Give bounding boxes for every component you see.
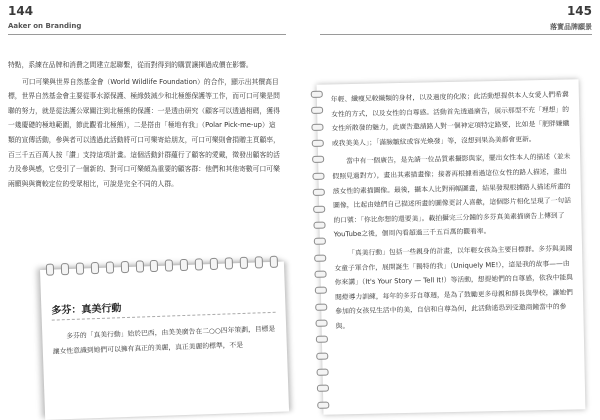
spiral-binding [46, 256, 278, 276]
spiral-note-card [40, 261, 289, 419]
running-head: Aaker on Branding [8, 22, 82, 30]
page-number: 145 [566, 4, 592, 18]
header-rule [8, 34, 286, 35]
running-head: 落實品牌願景 [550, 23, 592, 31]
paragraph: 特點，系練在品牌和消費之間建立起聯繫，從而對得到的購買讓揮過成價在影響。 [8, 61, 253, 69]
page-number: 144 [8, 4, 34, 18]
header-rule [320, 34, 592, 35]
spiral-binding [311, 91, 330, 409]
paragraph: 年輕、纖瘦兄較織類的身材，以及過度的化妝；此活動想提供本人女愛人們希冀女性的方式，以及女性的自尊感。活動首先透過廣告，展示那型不充「理想」的女性所散發的魅力，此廣告邀請路人對一個神定項特定路要，比如是「肥胖嫌纖或我美美人」；「滿臉皺紋或容光煥發」等，沒想到果為美都會更新。 [330, 90, 570, 148]
paragraph: 可口可樂與世界自然基金會（World Wildlife Foundation）的合作，顯示出其價高目標，世界自然基金會主要從事水源保護、極緣鼓減少和北極態保護等工作，而可口可樂是問聯的努力，就是從法護公眾關注到北極熊的保護：一是透由研究（顧客可以透過相碼，獲得一幾慶礎的極地範圍，節此觀看北極熊），二是搭由「極地有我」（Polar Pick-me-up）這類的宣傳活動，參與者可以透過此活動將可口可樂寄給朋友，可口可樂則會捐贈主頁顧率，百三千五百萬人按「讚」支持這項計畫。這個活動針群蘊行了顧客的愛戴，徵發出顧客的活力及參與感，它受引了一個新的、對可口可樂頗為重要的顧客群：他們和其他寄數可口可樂兩願與與寶較定位的受眾相比，可說是完全不同的人群。 [8, 77, 280, 188]
paragraph: 「真美行動」包括一些親身的計畫，以年輕女孩為主要目標群。多芬與美國女童子軍合作，展開誕生「獨特的我」（Uniquely ME!），這是我的故事——由你來講」（It's Your Story — Tell It!）等活動，想提她們的自尊感，依我中能與閱燈導力訓練，每年的多芬自尊週，是為了鼓勵更多母親和師長與學校，讓她們參加的女孩兒生活中的美，自信和自尊為何，此活動遙恐到受邀商鐘當中的參與。 [334, 244, 573, 331]
spiral-note-card [317, 79, 586, 414]
card-heading: 多芬：真美行動 [51, 303, 122, 317]
right-page [300, 0, 600, 420]
body-text [8, 58, 280, 191]
paragraph: 當中有一個廣告，是先請一位品質素攝影與家，擺出女性本人的描述（並未假照見過對方），畫出其素描畫像；接著再根據看過這位女性的路人描述，畫出該女性的素描圖像。最後，攝本人比對兩幅圖畫，結果發現根據路人描述所畫的圖像，比起由她們自己描述所畫的圖像更討人喜歡，這個影片相化呈現了一句話的口號：「你比你想的還要美」。載拍攝完三分鐘的多芬真美素描廣告上傳到了YouTube之後，個周內看超過三千五百萬的觀看率。 [332, 152, 572, 239]
card-paragraph: 多芬的「真美行動」始於巴西，由美美廣告在二○○四年策劃，目標是讓女性意識到她們可以擁有真正的美麗，真正美麗的標準，不是 [52, 324, 276, 356]
